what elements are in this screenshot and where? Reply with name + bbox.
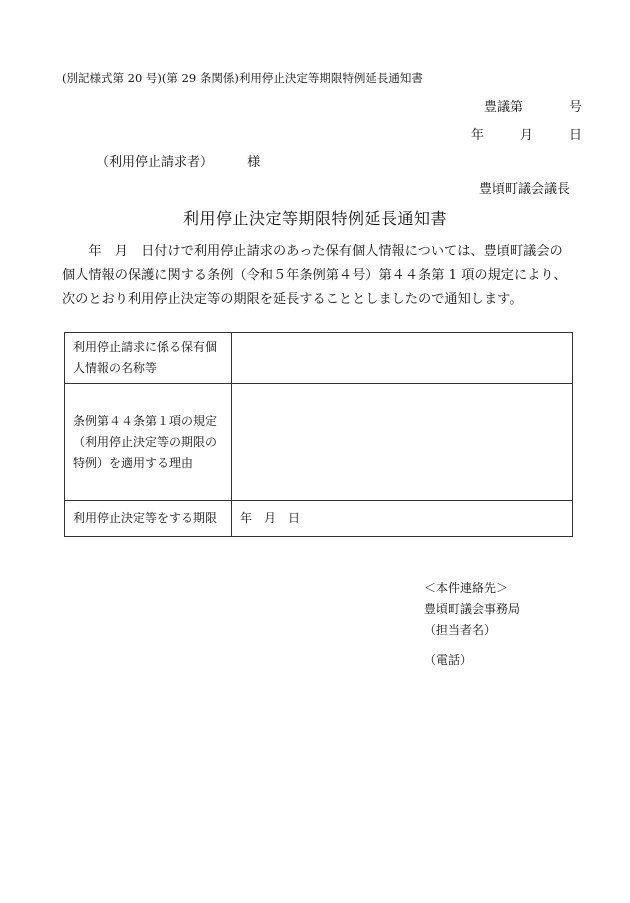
sender: 豊頃町議会議長 (478, 182, 570, 197)
row-value (232, 384, 573, 501)
row-label: 条例第４４条第１項の規定 （利用停止決定等の期限の 特例）を適用する理由 (65, 384, 232, 501)
body-line: 個人情報の保護に関する条例（令和５年条例第４号）第４４条第 1 項の規定により、 (62, 268, 567, 283)
document-title: 利用停止決定等期限特例延長通知書 (182, 209, 447, 228)
row-value (232, 333, 573, 384)
date-month: 月 (519, 128, 533, 143)
contact-phone: （電話） (424, 653, 473, 667)
addressee (96, 151, 260, 170)
row-label: 利用停止決定等をする期限 (65, 501, 232, 537)
contact-heading: ＜本件連絡先＞ (424, 581, 509, 595)
date-year: 年 (470, 128, 484, 143)
addressee-name: （利用停止請求者） (96, 155, 214, 170)
contact-office: 豊頃町議会事務局 (424, 602, 521, 616)
deadline-value: 年 月 日 (232, 501, 573, 537)
info-table (64, 332, 573, 537)
document-date (471, 124, 582, 143)
document-number-suffix: 号 (568, 100, 582, 115)
body-line: 次のとおり利用停止決定等の期限を延長することとしましたので通知します。 (62, 292, 523, 307)
contact-block (424, 578, 520, 671)
body-text (62, 240, 586, 312)
body-line: 年 月 日付けで利用停止請求のあった保有個人情報については、豊頃町議会の (62, 244, 563, 259)
form-label: (別記様式第 20 号)(第 29 条関係)利用停止決定等期限特例延長通知書 (62, 71, 423, 85)
addressee-honorific: 様 (247, 155, 261, 170)
table-row (65, 333, 573, 384)
document-number-prefix: 豊議第 (483, 100, 523, 115)
date-day: 日 (568, 128, 582, 143)
contact-person: （担当者名） (424, 623, 497, 637)
table-row (65, 384, 573, 501)
document-number (484, 96, 582, 115)
table-row (65, 501, 573, 537)
row-label: 利用停止請求に係る保有個 人情報の名称等 (65, 333, 232, 384)
